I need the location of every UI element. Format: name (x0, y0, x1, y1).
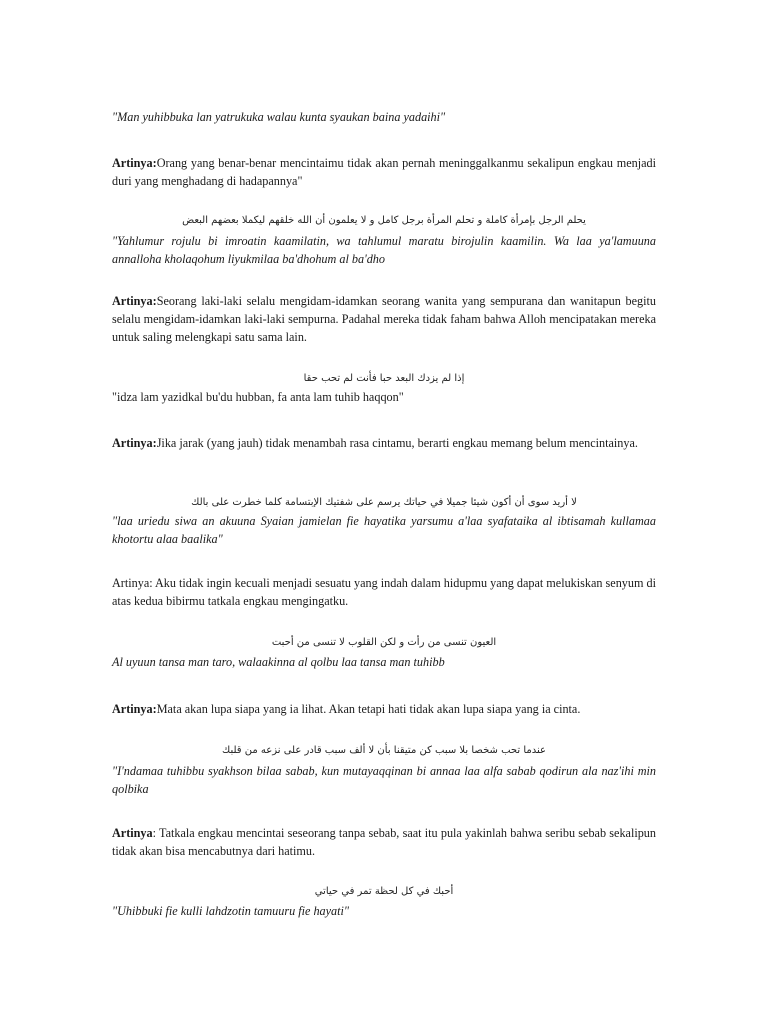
artinya-label: Artinya: (112, 156, 157, 170)
meaning-text: Orang yang benar-benar mencintaimu tidak akan pernah meninggalkanmu sekalipun engkau menjadi duri yang menghadang di hadapannya" (112, 156, 656, 188)
arabic-quote-5: العيون تنسى من رأت و لكن القلوب لا تنسى من أحبت (271, 637, 497, 648)
artinya-label: Artinya: (112, 436, 157, 450)
artinya-label: Artinya: (112, 294, 157, 308)
arabic-quote-7: أحبك في كل لحظة تمر في حياتي (314, 886, 454, 897)
meaning-3 (112, 434, 656, 452)
transliteration-1: "Man yuhibbuka lan yatrukuka walau kunta syaukan baina yadaihi" (112, 110, 446, 124)
meaning-2 (112, 292, 656, 346)
meaning-text: Jika jarak (yang jauh) tidak menambah rasa cintamu, berarti engkau memang belum mencintainya. (156, 436, 638, 450)
artinya-label: Artinya: (112, 576, 155, 590)
meaning-4 (112, 574, 656, 610)
transliteration-3: "idza lam yazidkal bu'du hubban, fa anta lam tuhib haqqon" (112, 390, 404, 404)
arabic-quote-2: يحلم الرجل بإمرأة كاملة و تحلم المرأة برجل كامل و لا يعلمون أن الله خلقهم ليكملا بعضهم البعض (182, 215, 586, 226)
arabic-quote-6: عندما تحب شخصا بلا سبب كن متيقنا بأن لا ألف سبب قادر على نزعه من قلبك (222, 745, 546, 756)
transliteration-4: "laa uriedu siwa an akuuna Syaian jamielan fie hayatika yarsumu a'laa syafataika al ibtisamah kullamaa khotortu alaa baalika" (112, 514, 656, 546)
meaning-6 (112, 824, 656, 860)
arabic-quote-3: إذا لم يزدك البعد حبا فأنت لم تحب حقا (303, 373, 465, 384)
meaning-text: Mata akan lupa siapa yang ia lihat. Akan tetapi hati tidak akan lupa siapa yang ia cinta. (156, 702, 581, 716)
transliteration-2: "Yahlumur rojulu bi imroatin kaamilatin, wa tahlumul maratu birojulin kaamilin. Wa laa ya'lamuuna annalloha kholaqohum liyukmilaa ba'dhohum al ba'dho (112, 234, 656, 266)
transliteration-7: "Uhibbuki fie kulli lahdzotin tamuuru fie hayati" (112, 904, 350, 918)
meaning-5 (112, 700, 656, 718)
meaning-text: Aku tidak ingin kecuali menjadi sesuatu yang indah dalam hidupmu yang dapat melukiskan senyum di atas kedua bibirmu tatkala engkau mengingatku. (112, 576, 656, 608)
meaning-1 (112, 154, 656, 190)
transliteration-5: Al uyuun tansa man taro, walaakinna al qolbu laa tansa man tuhibb (112, 655, 445, 669)
meaning-text: Seorang laki-laki selalu mengidam-idamkan seorang wanita yang sempurana dan wanitapun begitu selalu mengidam-idamkan laki-laki sempurna. Padahal mereka tidak faham bahwa Alloh mencipatakan mereka untuk saling melengkapi satu sama lain. (112, 294, 656, 344)
transliteration-6: "I'ndamaa tuhibbu syakhson bilaa sabab, kun mutayaqqinan bi annaa laa alfa sabab qodirun ala naz'ihi min qolbika (112, 764, 656, 796)
meaning-text: : Tatkala engkau mencintai seseorang tanpa sebab, saat itu pula yakinlah bahwa seribu sebab sekalipun tidak akan bisa mencabutnya dari hatimu. (112, 826, 656, 858)
document-page (112, 0, 656, 1024)
artinya-label: Artinya (112, 826, 153, 840)
arabic-quote-4: لا أريد سوى أن أكون شيئا جميلا في حياتك يرسم على شفتيك الإبتسامة كلما خطرت على بالك (191, 497, 577, 508)
artinya-label: Artinya: (112, 702, 157, 716)
